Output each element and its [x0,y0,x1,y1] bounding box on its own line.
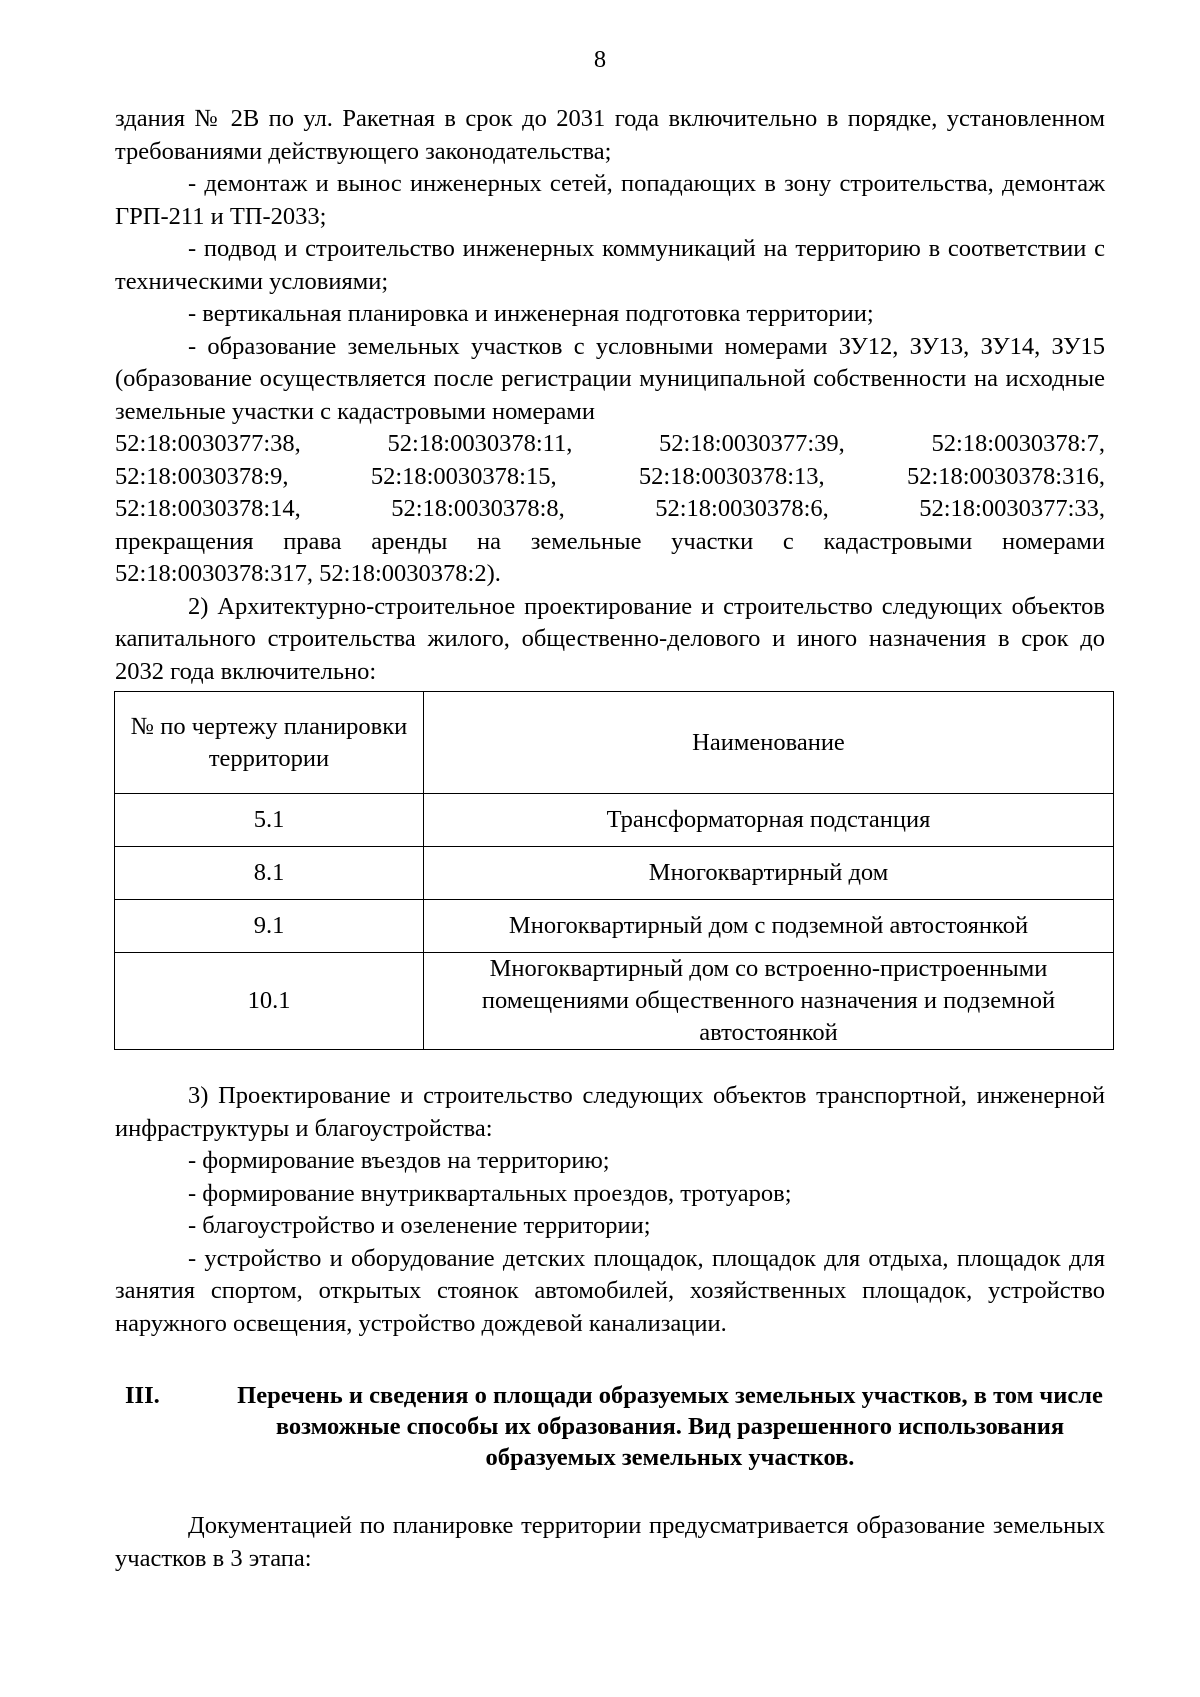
spacer [115,1050,1105,1080]
cadastral-numbers-line [115,493,1105,526]
list-item: - устройство и оборудование детских площадок, площадок для отдыха, площадок для занятия спортом, открытых стоянок автомобилей, хозяйственных площадок, устройство наружного освещения, устройство дождевой канализации. [115,1244,1105,1337]
cadastral-number: 52:18:0030378:14, [115,495,301,522]
paragraph: 3) Проектирование и строительство следующих объектов транспортной, инженерной инфраструктуры и благоустройства: [115,1082,1105,1142]
section-heading [115,1380,1105,1473]
section-title: Перечень и сведения о площади образуемых земельных участков, в том числе возможные способы их образования. Вид разрешенного использования образуемых земельных участков. [237,1382,1103,1471]
table-row [115,900,1114,953]
list-item: - благоустройство и озеленение территории; [188,1212,651,1239]
table-row [115,794,1114,847]
table-header-row [115,692,1114,794]
cadastral-number: 52:18:0030377:33, [919,495,1105,522]
objects-table [114,691,1114,1050]
paragraph: Документацией по планировке территории предусматривается образование земельных участков в 3 этапа: [115,1512,1105,1572]
list-item: - демонтаж и вынос инженерных сетей, попадающих в зону строительства, демонтаж ГРП-211 и ТП-2033; [115,170,1105,230]
table-cell-name: Многоквартирный дом со встроенно-пристроенными помещениями общественного назначения и подземной автостоянкой [424,953,1114,1050]
list-item: - образование земельных участков с условными номерами ЗУ12, ЗУ13, ЗУ14, ЗУ15 (образование осуществляется после регистрации муниципальной собственности на исходные земельные участки с кадастровыми номерами [115,332,1105,425]
table-cell-number: 10.1 [115,953,424,1050]
cadastral-number: 52:18:0030377:38, [115,430,301,457]
cadastral-number: 52:18:0030378:8, [391,495,565,522]
paragraph: здания № 2В по ул. Ракетная в срок до 2031 года включительно в порядке, установленном требованиями действующего законодательства; [115,105,1105,165]
table-header-number: № по чертежу планировки территории [115,692,424,794]
table-cell-name: Многоквартирный дом [424,847,1114,900]
table-cell-number: 5.1 [115,794,424,847]
table-cell-name: Многоквартирный дом с подземной автостоянкой [424,900,1114,953]
paragraph: 2) Архитектурно-строительное проектирование и строительство следующих объектов капитального строительства жилого, общественно-делового и иного назначения в срок до 2032 года включительно: [115,592,1105,685]
cadastral-number: 52:18:0030378:316, [906,462,1105,490]
paragraph: прекращения права аренды на земельные участки с кадастровыми номерами 52:18:0030378:317, 52:18:0030378:2). [115,527,1105,587]
cadastral-number: 52:18:0030378:11, [387,430,573,457]
list-item: - формирование въездов на территорию; [188,1147,610,1174]
cadastral-numbers-line [115,461,1105,494]
table-header-name: Наименование [424,692,1114,794]
list-item: - формирование внутриквартальных проездов, тротуаров; [188,1179,792,1207]
cadastral-number: 52:18:0030378:15, [370,462,557,490]
list-item: - вертикальная планировка и инженерная подготовка территории; [188,300,874,327]
cadastral-number: 52:18:0030377:39, [659,430,845,457]
table-cell-name: Трансформаторная подстанция [424,794,1114,847]
table-row [115,847,1114,900]
cadastral-number: 52:18:0030378:7, [931,430,1105,457]
section-number: III. [125,1382,160,1409]
cadastral-numbers-line [115,428,1105,461]
cadastral-number: 52:18:0030378:6, [655,495,829,522]
table-row [115,953,1114,1050]
document-body [115,103,1105,1575]
table-cell-number: 9.1 [115,900,424,953]
list-item: - подвод и строительство инженерных коммуникаций на территорию в соответствии с техническими условиями; [115,235,1105,295]
cadastral-number: 52:18:0030378:13, [638,462,825,490]
table-cell-number: 8.1 [115,847,424,900]
cadastral-number: 52:18:0030378:9, [115,462,289,490]
page-number: 8 [593,46,607,73]
